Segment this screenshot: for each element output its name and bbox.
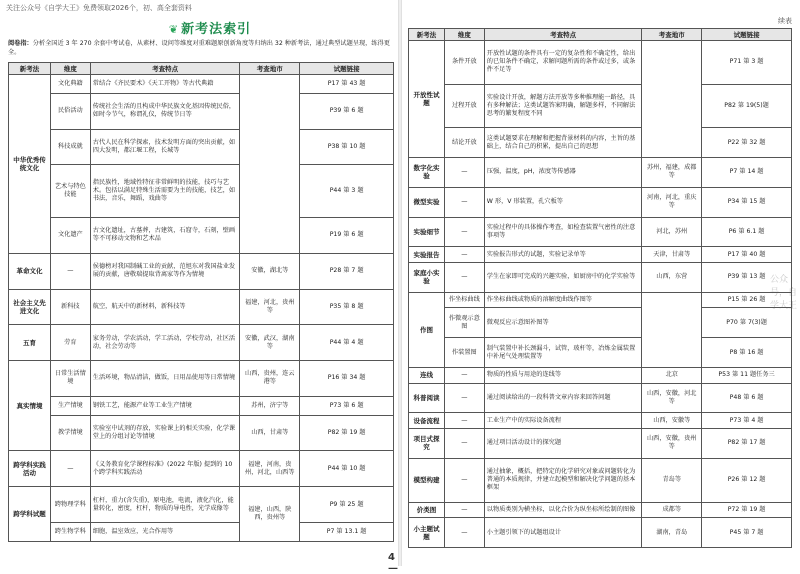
link-cell[interactable]: P28 第 7 题 xyxy=(300,253,394,289)
feature-cell: 实验室中试剂的存放，实验课上的相关实验，化学课堂上的分组讨论等情境 xyxy=(90,415,240,451)
dimension-cell: — xyxy=(444,458,484,502)
table-row xyxy=(9,361,394,397)
right-index-table xyxy=(408,28,792,548)
continue-label: 续表 xyxy=(778,17,792,25)
dimension-cell: 科技成就 xyxy=(50,129,90,165)
table-row xyxy=(409,502,792,518)
link-cell[interactable]: P8 第 16 题 xyxy=(702,338,792,368)
feature-cell: 航空，航天中的新材料，新科技等 xyxy=(90,289,240,325)
region-cell: 苏州，济宁等 xyxy=(240,396,300,415)
table-row xyxy=(409,187,792,217)
col-kaofa: 新考法 xyxy=(9,63,51,75)
table-row xyxy=(409,84,792,128)
dimension-cell: 日常生活情境 xyxy=(50,361,90,397)
feature-cell: 这类试题要求在理解和把握背景材料的内容，主旨的基础上，结合自己的积累，提出自己的思想 xyxy=(484,128,642,158)
page-title: 新考法索引 xyxy=(181,22,252,37)
table-row xyxy=(9,325,394,361)
link-cell[interactable]: P19 第 6 题 xyxy=(300,218,394,254)
table-row xyxy=(409,158,792,188)
feature-cell: 家务劳动，学农活动，学工活动，学校劳动，社区活动，社会劳动等 xyxy=(90,325,240,361)
category-cell: 模型构建 xyxy=(409,458,445,502)
category-cell: 作图 xyxy=(409,292,445,367)
dimension-cell: — xyxy=(444,187,484,217)
feature-cell: 钢铁工艺，能源产业等工业生产情境 xyxy=(90,396,240,415)
table-row xyxy=(409,128,792,158)
dimension-cell: 作微观示意图 xyxy=(444,308,484,338)
col-lianjie: 试题链接 xyxy=(702,29,792,41)
feature-cell: 通过抽象，概括，把特定的化学研究对象或问题转化为普通的本质规律，并建立起模型和解决化学问题的基本框架 xyxy=(484,458,642,502)
link-cell[interactable]: P71 第 3 题 xyxy=(702,41,792,85)
dimension-cell: 过程开放 xyxy=(444,84,484,128)
link-cell[interactable]: P38 第 10 题 xyxy=(300,129,394,165)
category-cell: 设备流程 xyxy=(409,413,445,429)
region-cell: 成都等 xyxy=(642,502,702,518)
link-cell[interactable]: P48 第 6 题 xyxy=(702,383,792,413)
feature-cell: 古代人民在科学探索，技术发明方面的突出贡献，如四大发明，都江堰工程，长城等 xyxy=(90,129,240,165)
intro-label: 阅卷指： xyxy=(8,40,33,47)
region-cell: 山西，贵州，连云港等 xyxy=(240,361,300,397)
dimension-cell: — xyxy=(444,158,484,188)
category-cell: 数字化实验 xyxy=(409,158,445,188)
table-row xyxy=(9,289,394,325)
col-kaofa: 新考法 xyxy=(409,29,445,41)
feature-cell: 生活环境，物品清洁，做饭，日用品使用等日常情境 xyxy=(90,361,240,397)
link-cell[interactable]: P70 第 7(3)题 xyxy=(702,308,792,338)
feature-cell: 学生在家即可完成的兴趣实验，如厨房中的化学实验等 xyxy=(484,263,642,293)
left-index-table xyxy=(8,62,394,542)
feature-cell: 实验设计开放，解题方法开放等多种推理能一路径，具有多种解法；这类试题答案明确，解题多样，不同解法思考的繁复程度不同 xyxy=(484,84,642,128)
dimension-cell: 艺术与特色技能 xyxy=(50,165,90,218)
region-cell: 安徽，武汉，湖南等 xyxy=(240,325,300,361)
link-cell[interactable]: P6 第 6.1 题 xyxy=(702,217,792,247)
region-cell: 青岛等 xyxy=(642,458,702,502)
page-number: 4 — xyxy=(388,552,398,574)
link-cell[interactable]: P15 第 26 题 xyxy=(702,292,792,308)
region-cell: 河北，苏州 xyxy=(642,217,702,247)
table-row xyxy=(9,415,394,451)
watermark: 公众号，自学大王 xyxy=(770,275,798,311)
table-row xyxy=(409,518,792,548)
dimension-cell: 文化典籍 xyxy=(50,75,90,94)
region-cell: 福建，山西，陕西，贵州等 xyxy=(240,487,300,542)
region-cell: 福建，河南，贵州，河北，山西等 xyxy=(240,451,300,487)
dimension-cell: 民俗活动 xyxy=(50,93,90,129)
link-cell[interactable]: P9 第 25 题 xyxy=(300,487,394,523)
table-row xyxy=(9,75,394,94)
table-row xyxy=(409,429,792,459)
link-cell[interactable]: P7 第 13.1 题 xyxy=(300,522,394,541)
col-tedian: 考查特点 xyxy=(90,63,240,75)
dimension-cell: 文化遗产 xyxy=(50,218,90,254)
right-page xyxy=(400,0,800,566)
table-header-row xyxy=(409,29,792,41)
dimension-cell: — xyxy=(444,383,484,413)
feature-cell: 通过阅读给出的一段科普文章内容来回答问题 xyxy=(484,383,642,413)
link-cell[interactable]: P16 第 34 题 xyxy=(300,361,394,397)
category-cell: 小主题试题 xyxy=(409,518,445,548)
link-cell[interactable]: P44 第 4 题 xyxy=(300,325,394,361)
link-cell[interactable]: P44 第 10 题 xyxy=(300,451,394,487)
col-lianjie: 试题链接 xyxy=(300,63,394,75)
category-cell: 真实情境 xyxy=(9,361,51,451)
table-row xyxy=(9,522,394,541)
col-tedian: 考查特点 xyxy=(484,29,642,41)
category-cell: 家庭小实验 xyxy=(409,263,445,293)
dimension-cell: — xyxy=(444,502,484,518)
feature-cell: 作坐标曲线或物质的溶解度曲线作图等 xyxy=(484,292,642,308)
dimension-cell: 劳育 xyxy=(50,325,90,361)
region-cell: 河南，河北，重庆等 xyxy=(642,187,702,217)
intro-text: 分析全国近 3 年 270 余套中考试卷，从素材、设问等维度对重难题原创新角度等归纳出 32 种新考法，通过典型试题呈现，练得更全。 xyxy=(8,40,390,56)
region-cell: 山西，安徽等 xyxy=(642,413,702,429)
feature-cell: 指民族性，地域性特征非常鲜明的技能，技巧与艺术。包括以满足特殊生活需要为主的技能，技艺，如书法，音乐，舞蹈，戏曲等 xyxy=(90,165,240,218)
table-row xyxy=(409,383,792,413)
feature-cell: 实验过程中的具体操作考查，如检查装置气密性的注意事项等 xyxy=(484,217,642,247)
table-row xyxy=(9,396,394,415)
region-cell: 福建，河北，贵州等 xyxy=(240,289,300,325)
col-diqu: 考查地市 xyxy=(642,29,702,41)
table-row xyxy=(409,41,792,85)
table-row xyxy=(409,458,792,502)
dimension-cell: — xyxy=(444,367,484,383)
table-row xyxy=(9,218,394,254)
link-cell[interactable]: P17 第 43 题 xyxy=(300,75,394,94)
region-cell: 天津，甘肃等 xyxy=(642,247,702,263)
link-cell[interactable]: P82 第 19(5)题 xyxy=(702,84,792,128)
feature-cell: 压强，温度，pH，浓度等传感器 xyxy=(484,158,642,188)
link-cell[interactable]: P39 第 6 题 xyxy=(300,93,394,129)
link-cell[interactable]: P22 第 32 题 xyxy=(702,128,792,158)
table-row xyxy=(9,451,394,487)
link-cell[interactable]: P34 第 15 题 xyxy=(702,187,792,217)
dimension-cell: — xyxy=(444,518,484,548)
dimension-cell: — xyxy=(444,429,484,459)
region-cell: 山西，甘肃等 xyxy=(240,415,300,451)
region-cell: 山西，东营 xyxy=(642,263,702,293)
dimension-cell: — xyxy=(444,413,484,429)
feature-cell: 制气装置中补长颈漏斗，试管，玻杆等，冶炼金属装置中补尾气处理装置等 xyxy=(484,338,642,368)
dimension-cell: — xyxy=(50,253,90,289)
feature-cell: 细胞，温室效应，光合作用等 xyxy=(90,522,240,541)
link-cell[interactable]: P17 第 40 题 xyxy=(702,247,792,263)
feature-cell: 杠杆，重力(含失重)，原电池，电流，液化汽化，能量转化，密度，杠杆，物质的导电性，光学成像等 xyxy=(90,487,240,523)
link-cell[interactable]: P35 第 8 题 xyxy=(300,289,394,325)
region-cell: 北京 xyxy=(642,367,702,383)
feature-cell: 微观反应示意图补图等 xyxy=(484,308,642,338)
dimension-cell: — xyxy=(444,247,484,263)
category-cell: 开放性试题 xyxy=(409,41,445,158)
category-cell: 连线 xyxy=(409,367,445,383)
category-cell: 实验报告 xyxy=(409,247,445,263)
dimension-cell: 跨生物学科 xyxy=(50,522,90,541)
link-cell[interactable]: P45 第 7 题 xyxy=(702,518,792,548)
feature-cell: 侯德榜对我国制碱工业的贡献，范旭东对我国盐业发展的贡献，唐敬瑞提取背离家等作为情境 xyxy=(90,253,240,289)
table-row xyxy=(409,263,792,293)
table-row xyxy=(409,308,792,338)
dimension-cell: 条件开放 xyxy=(444,41,484,85)
table-row xyxy=(9,165,394,218)
dimension-cell: 生产情境 xyxy=(50,396,90,415)
category-cell: 价类图 xyxy=(409,502,445,518)
category-cell: 微型实验 xyxy=(409,187,445,217)
table-row xyxy=(9,129,394,165)
table-row xyxy=(409,247,792,263)
feature-cell: 古文化遗址，古墓葬，古建筑，石窟寺，石刻，壁画等不可移动文物和艺术品 xyxy=(90,218,240,254)
dimension-cell: — xyxy=(444,217,484,247)
region-cell xyxy=(642,41,702,158)
category-cell: 跨学科实践活动 xyxy=(9,451,51,487)
feature-cell: 小主题引领下的试题组设计 xyxy=(484,518,642,548)
feature-cell: 以物质类别为横坐标，以化合价为纵坐标所绘制的图像 xyxy=(484,502,642,518)
region-cell: 山西，安徽，贵州等 xyxy=(642,429,702,459)
link-cell[interactable]: P26 第 12 题 xyxy=(702,458,792,502)
link-cell[interactable]: P73 第 6 题 xyxy=(300,396,394,415)
dimension-cell: 教学情境 xyxy=(50,415,90,451)
table-header-row xyxy=(9,63,394,75)
link-cell[interactable]: P73 第 4 题 xyxy=(702,413,792,429)
link-cell[interactable]: P82 第 17 题 xyxy=(702,429,792,459)
region-cell xyxy=(240,75,300,254)
category-cell: 实验细节 xyxy=(409,217,445,247)
table-row xyxy=(409,338,792,368)
table-row xyxy=(9,93,394,129)
table-row xyxy=(409,217,792,247)
region-cell: 湖南，青岛 xyxy=(642,518,702,548)
feature-cell: 通过项目活动设计的探究题 xyxy=(484,429,642,459)
category-cell: 革命文化 xyxy=(9,253,51,289)
feature-cell: 《义务教育化学课程标准》(2022 年版) 提到的 10 个跨学科实践活动 xyxy=(90,451,240,487)
link-cell[interactable]: P7 第 14 题 xyxy=(702,158,792,188)
feature-cell: 传统社会生活的且构成中华民族文化基因传统民俗，如时今节气，称谓礼仪，传统节日等 xyxy=(90,93,240,129)
link-cell[interactable]: P53 第 11 题任务三 xyxy=(702,367,792,383)
dimension-cell: 结论开放 xyxy=(444,128,484,158)
region-cell: 山西，安徽，河北等 xyxy=(642,383,702,413)
link-cell[interactable]: P39 第 13 题 xyxy=(702,263,792,293)
dimension-cell: — xyxy=(50,451,90,487)
table-row xyxy=(9,487,394,523)
col-weidu: 维度 xyxy=(444,29,484,41)
col-diqu: 考查地市 xyxy=(240,63,300,75)
title-block xyxy=(145,18,275,37)
col-weidu: 维度 xyxy=(50,63,90,75)
table-row xyxy=(409,367,792,383)
category-cell: 中华优秀传统文化 xyxy=(9,75,51,254)
header-note: 关注公众号《自学大王》免费领取2026个，初、高全套资料 xyxy=(6,4,192,12)
region-cell: 安徽，湖北等 xyxy=(240,253,300,289)
dimension-cell: 作坐标曲线 xyxy=(444,292,484,308)
dimension-cell: 跨物理学科 xyxy=(50,487,90,523)
dimension-cell: 作装置图 xyxy=(444,338,484,368)
link-cell[interactable]: P72 第 19 题 xyxy=(702,502,792,518)
dimension-cell: — xyxy=(444,263,484,293)
region-cell: 苏州，福建，成都等 xyxy=(642,158,702,188)
feature-cell: 实验报告形式的试题，实验记录单等 xyxy=(484,247,642,263)
category-cell: 五育 xyxy=(9,325,51,361)
feature-cell: 物质的性质与用途的连线等 xyxy=(484,367,642,383)
feature-cell: 开放性试题的条件具有一定的复杂性和不确定性，给出的已知条件不确定，求解问题所需的条件或过多，或条件不足等 xyxy=(484,41,642,85)
category-cell: 跨学科试题 xyxy=(9,487,51,542)
table-row xyxy=(9,253,394,289)
link-cell[interactable]: P82 第 19 题 xyxy=(300,415,394,451)
category-cell: 社会主义先进文化 xyxy=(9,289,51,325)
feature-cell: 常结合《齐民要术》《天工开物》等古代典籍 xyxy=(90,75,240,94)
table-row xyxy=(409,413,792,429)
region-cell xyxy=(642,292,702,367)
feature-cell: 工业生产中的实际设备流程 xyxy=(484,413,642,429)
feature-cell: W 形，V 形装置，孔穴板等 xyxy=(484,187,642,217)
dimension-cell: 新科技 xyxy=(50,289,90,325)
intro-paragraph xyxy=(8,39,394,57)
category-cell: 项目式探究 xyxy=(409,429,445,459)
leaf-icon: ❦ xyxy=(168,23,179,36)
category-cell: 科普阅读 xyxy=(409,383,445,413)
link-cell[interactable]: P44 第 3 题 xyxy=(300,165,394,218)
table-row xyxy=(409,292,792,308)
